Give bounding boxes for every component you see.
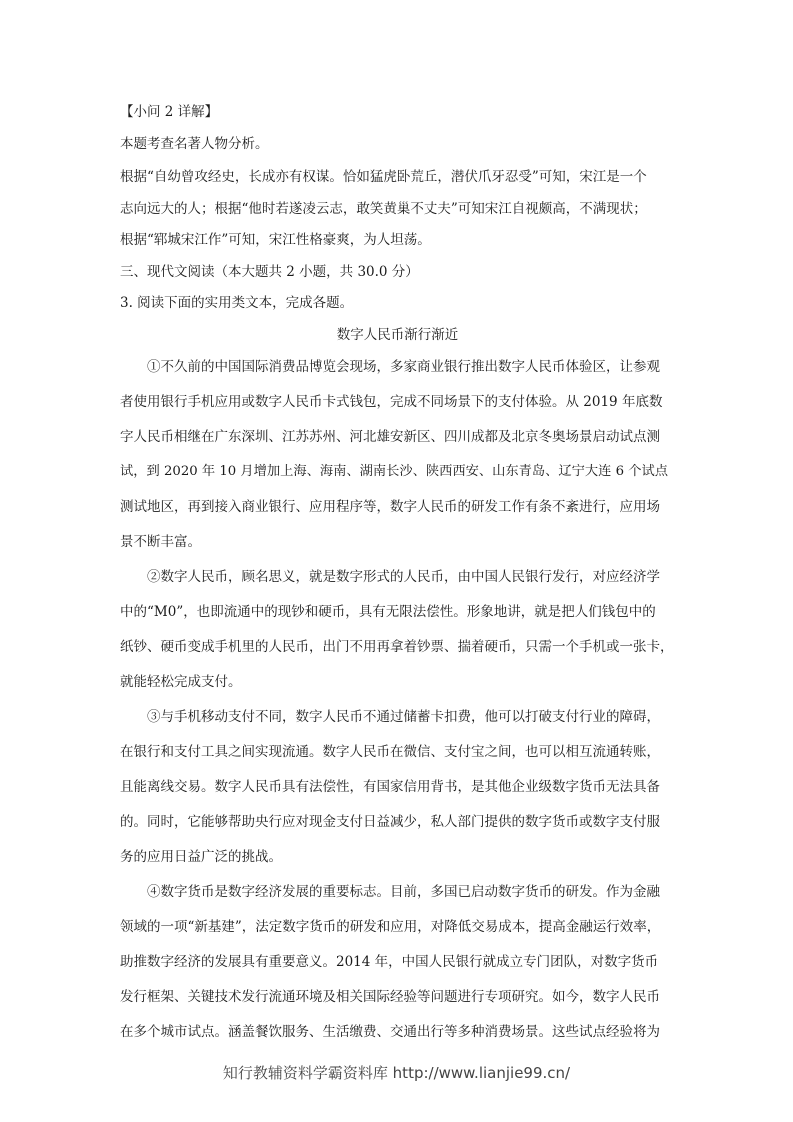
paragraph-line: 者使用银行手机应用或数字人民币卡式钱包，完成不同场景下的支付体验。从 2019 年底数: [120, 394, 663, 410]
paragraph-line: 的。同时，它能够帮助央行应对现金支付日益减少，私人部门提供的数字货币或数字支付服: [120, 814, 660, 830]
article-title: 数字人民币渐行渐近: [336, 327, 459, 343]
paragraph-line: 试，到 2020 年 10 月增加上海、海南、湖南长沙、陕西西安、山东青岛、辽宁大连 6 个试点: [120, 464, 669, 479]
paragraph-line: 在银行和支付工具之间实现流通。数字人民币在微信、支付宝之间，也可以相互流通转账，: [120, 744, 660, 760]
paragraph-line: 测试地区，再到接入商业银行、应用程序等，数字人民币的研发工作有条不紊进行，应用场: [120, 499, 660, 515]
paragraph-line: 字人民币相继在广东深圳、江苏苏州、河北雄安新区、四川成都及北京冬奥场景启动试点测: [120, 429, 660, 445]
analysis-line: 志向远大的人；根据“他时若遂凌云志，敢笑黄巢不丈夫”可知宋江自视颇高，不满现状；: [120, 201, 647, 217]
paragraph-line: 纸钞、硬币变成手机里的人民币，出门不用再拿着钞票、揣着硬币，只需一个手机或一张卡，: [120, 639, 674, 655]
paragraph-line: 助推数字经济的发展具有重要意义。2014 年，中国人民银行就成立专门团队，对数字货币: [120, 954, 659, 970]
paragraph-line: ④数字货币是数字经济发展的重要标志。目前，多国已启动数字货币的研发。作为金融: [147, 884, 660, 900]
paragraph-line: ③与手机移动支付不同，数字人民币不通过储蓄卡扣费，他可以打破支付行业的障碍，: [147, 709, 660, 725]
paragraph-line: 领域的一项“新基建”，法定数字货币的研发和应用，对降低交易成本，提高金融运行效率，: [120, 919, 661, 935]
paragraph-line: ①不久前的中国国际消费品博览会现场，多家商业银行推出数字人民币体验区，让参观: [147, 359, 660, 375]
paragraph-line: 发行框架、关键技术发行流通环境及相关国际经验等问题进行专项研究。如今，数字人民币: [120, 989, 660, 1005]
intro-line: 本题考查名著人物分析。: [120, 136, 269, 152]
part-heading: 三、现代文阅读（本大题共 2 小题，共 30.0 分）: [120, 264, 419, 280]
paragraph-line: 景不断丰富。: [120, 534, 201, 550]
analysis-line: 根据“自幼曾攻经史，长成亦有权谋。恰如猛虎卧荒丘，潜伏爪牙忍受”可知，宋江是一个: [120, 169, 647, 185]
section-heading: 【小问 2 详解】: [120, 104, 219, 120]
paragraph-line: 且能离线交易。数字人民币具有法偿性，有国家信用背书，是其他企业级数字货币无法具备: [120, 779, 660, 795]
paragraph-line: 中的“M0”，也即流通中的现钞和硬币，具有无限法偿性。形象地讲，就是把人们钱包中的: [120, 604, 656, 620]
question-prompt: 3. 阅读下面的实用类文本，完成各题。: [120, 295, 354, 311]
paragraph-line: 就能轻松完成支付。: [120, 674, 242, 690]
footer-watermark: 知行教辅资料学霸资料库 http://www.lianjie99.cn/: [222, 1064, 571, 1082]
paragraph-line: 务的应用日益广泛的挑战。: [120, 849, 282, 865]
analysis-line: 根据“郓城宋江作”可知，宋江性格豪爽，为人坦荡。: [120, 232, 431, 248]
paragraph-line: 在多个城市试点。涵盖餐饮服务、生活缴费、交通出行等多种消费场景。这些试点经验将为: [120, 1024, 660, 1040]
paragraph-line: ②数字人民币，顾名思义，就是数字形式的人民币，由中国人民银行发行，对应经济学: [147, 569, 660, 585]
